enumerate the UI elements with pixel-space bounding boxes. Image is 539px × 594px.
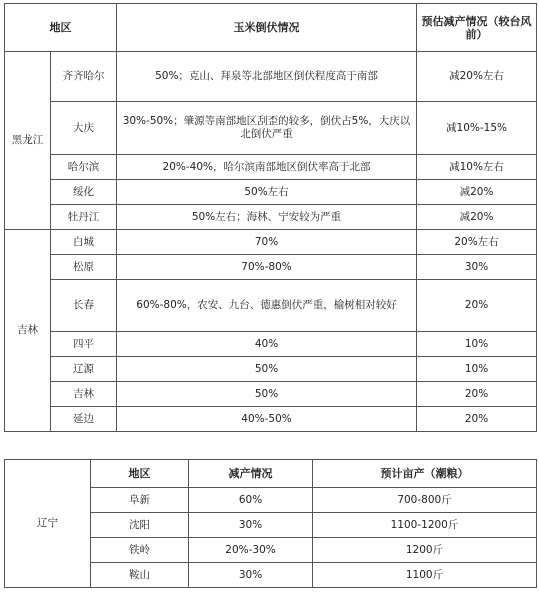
yield-cell: 1100斤	[313, 563, 537, 588]
province-cell: 辽宁	[5, 460, 91, 588]
lodging-table	[4, 3, 537, 432]
table-row	[5, 280, 537, 332]
lodging-cell: 70%	[117, 230, 417, 255]
reduction-cell: 20%-30%	[189, 538, 313, 563]
table-row	[5, 102, 537, 155]
table-row	[5, 382, 537, 407]
city-cell: 长春	[51, 280, 117, 332]
reduction-cell: 减10%-15%	[417, 102, 537, 155]
reduction-cell: 30%	[417, 255, 537, 280]
city-cell: 辽源	[51, 357, 117, 382]
reduction-cell: 20%	[417, 280, 537, 332]
city-cell: 牡丹江	[51, 205, 117, 230]
lodging-cell: 40%	[117, 332, 417, 357]
reduction-cell: 30%	[189, 563, 313, 588]
table-row	[5, 180, 537, 205]
header-reduction: 减产情况	[189, 460, 313, 488]
reduction-cell: 减20%	[417, 180, 537, 205]
reduction-cell: 10%	[417, 357, 537, 382]
table-row	[5, 205, 537, 230]
header-region: 地区	[5, 4, 117, 52]
reduction-cell: 减10%左右	[417, 155, 537, 180]
header-yield: 预计亩产（潮粮）	[313, 460, 537, 488]
reduction-cell: 20%左右	[417, 230, 537, 255]
city-cell: 沈阳	[91, 513, 189, 538]
reduction-cell: 减20%左右	[417, 52, 537, 102]
yield-cell: 1100-1200斤	[313, 513, 537, 538]
table-row	[5, 255, 537, 280]
header-region: 地区	[91, 460, 189, 488]
city-cell: 松原	[51, 255, 117, 280]
city-cell: 大庆	[51, 102, 117, 155]
lodging-cell: 60%-80%，农安、九台、德惠倒伏严重，榆树相对较好	[117, 280, 417, 332]
lodging-cell: 30%-50%；肇源等南部地区刮歪的较多，倒伏占5%，大庆以北倒伏严重	[117, 102, 417, 155]
table-row	[5, 155, 537, 180]
lodging-cell: 50%；克山、拜泉等北部地区倒伏程度高于南部	[117, 52, 417, 102]
header-reduction: 预估减产情况（较台风前）	[417, 4, 537, 52]
city-cell: 延边	[51, 407, 117, 432]
lodging-cell: 50%左右	[117, 180, 417, 205]
reduction-cell: 30%	[189, 513, 313, 538]
city-cell: 齐齐哈尔	[51, 52, 117, 102]
city-cell: 鞍山	[91, 563, 189, 588]
reduction-cell: 减20%	[417, 205, 537, 230]
province-cell: 吉林	[5, 230, 51, 432]
city-cell: 吉林	[51, 382, 117, 407]
table-header-row	[5, 4, 537, 52]
city-cell: 绥化	[51, 180, 117, 205]
lodging-cell: 50%左右；海林、宁安较为严重	[117, 205, 417, 230]
city-cell: 铁岭	[91, 538, 189, 563]
city-cell: 白城	[51, 230, 117, 255]
table-row	[5, 332, 537, 357]
city-cell: 阜新	[91, 488, 189, 513]
table-header-row	[5, 460, 537, 488]
city-cell: 四平	[51, 332, 117, 357]
reduction-cell: 20%	[417, 382, 537, 407]
city-cell: 哈尔滨	[51, 155, 117, 180]
lodging-cell: 70%-80%	[117, 255, 417, 280]
reduction-cell: 60%	[189, 488, 313, 513]
liaoning-table	[4, 459, 537, 588]
table-row	[5, 230, 537, 255]
table-row	[5, 407, 537, 432]
table-row	[5, 357, 537, 382]
yield-cell: 700-800斤	[313, 488, 537, 513]
reduction-cell: 20%	[417, 407, 537, 432]
lodging-cell: 50%	[117, 357, 417, 382]
lodging-cell: 40%-50%	[117, 407, 417, 432]
lodging-cell: 50%	[117, 382, 417, 407]
reduction-cell: 10%	[417, 332, 537, 357]
lodging-cell: 20%-40%，哈尔滨南部地区倒伏率高于北部	[117, 155, 417, 180]
yield-cell: 1200斤	[313, 538, 537, 563]
province-cell: 黑龙江	[5, 52, 51, 230]
header-lodging: 玉米倒伏情况	[117, 4, 417, 52]
table-row	[5, 52, 537, 102]
